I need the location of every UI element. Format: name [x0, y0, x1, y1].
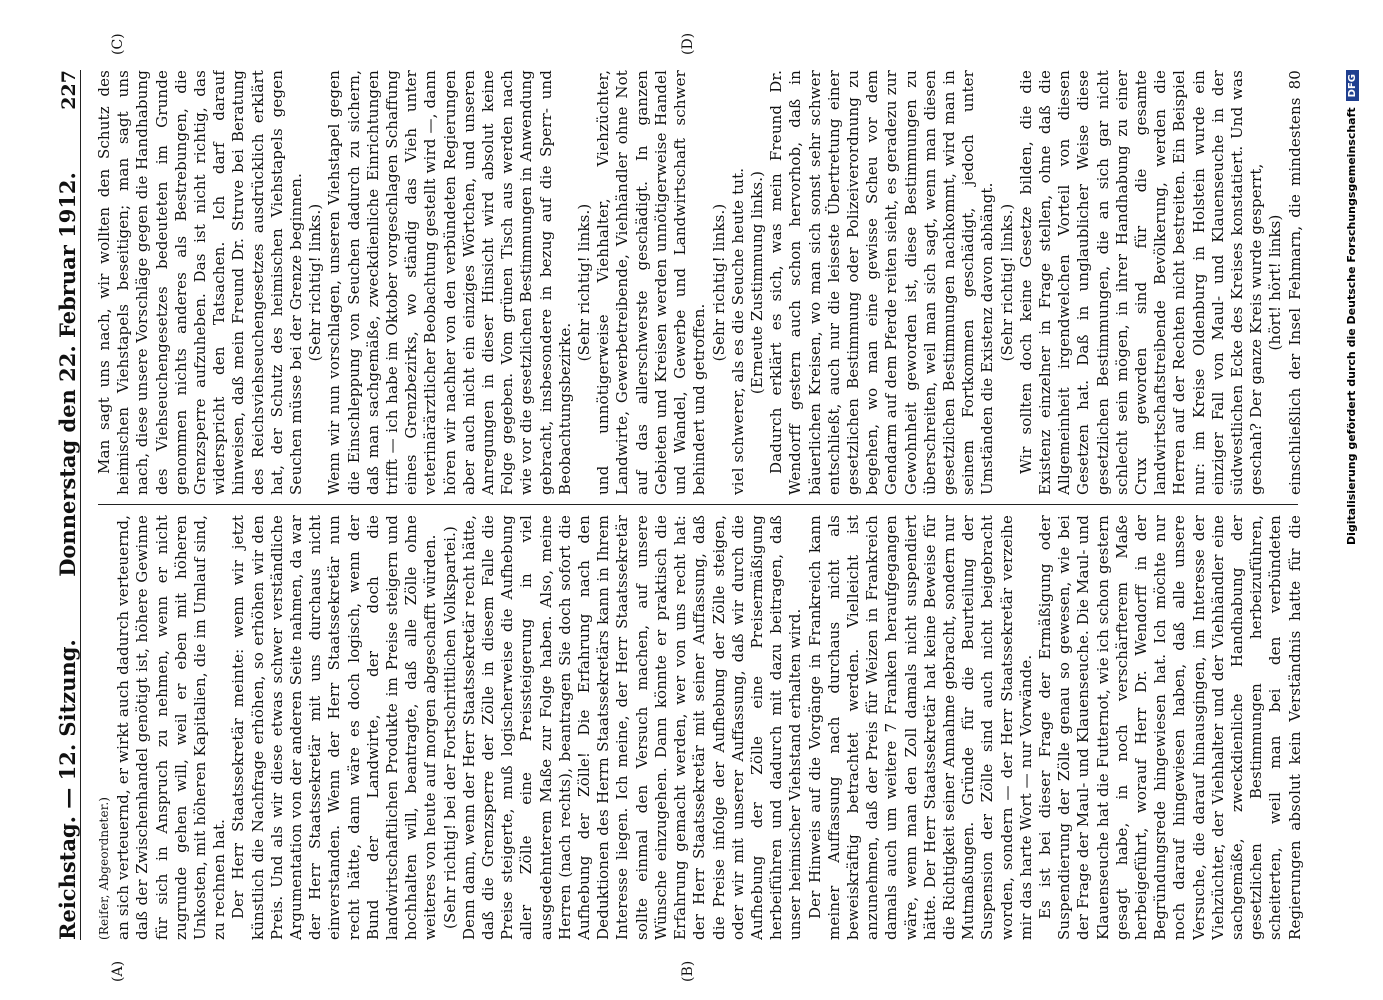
- paragraph: Es ist bei dieser Frage der Ermäßigung oder Suspendierung der Zölle genau so gewesen, wie bei der Frage der Maul- und Klauenseuche. Die Maul- und Klauenseuche hat die Futternot, wie ich schon gestern gesagt habe, in noch verschärfterem Maße herbeigeführt, worauf Herr Dr. Wendorff in der Begründungsrede hingewiesen hat. Ich möchte nur noch darauf hingewiesen haben, daß alle unsere Versuche, die darauf hinausgingen, im Interesse der Viehzüchter, der Viehhalter und der Viehhändler eine sachgemäße, zweckdienliche Handhabung der gesetzlichen Bestimmungen herbeizuführen, scheiterten, weil man bei den verbündeten Regierungen absolut kein Verständnis hatte für die: [1035, 515, 1304, 940]
- digitization-credit: [1345, 70, 1359, 940]
- paragraph: Man sagt uns nach, wir wollten den Schutz des heimischen Viehstapels beseitigen; man sagt uns nach, diese unsere Vorschläge gegen die Handhabung des Viehseuchengesetzes bedeuteten im Grunde genommen nichts anderes als Bestrebungen, die Grenzsperre aufzuheben. Das ist nicht richtig, das widerspricht den Tatsachen. Ich darf darauf hinweisen, daß mein Freund Dr. Struve bei Beratung des Reichsviehseuchengesetzes ausdrücklich erklärt hat, der Schutz des heimischen Viehstapels gegen Seuchen müsse bei der Grenze beginnen.: [95, 70, 306, 495]
- paragraph: Wenn wir nun vorschlagen, unseren Viehstapel gegen die Einschleppung von Seuchen dadurch zu sichern, daß man sachgemäße, zweckdienliche Einrichtungen trifft — ich habe im Oktober vorgeschlagen Schaffung eines Grenzbezirks, wo ständig das Vieh unter veterinärärztlicher Beobachtung gestellt wird —, dann hören wir nachher von den verbündeten Regierungen aber auch nicht ein einziges Wörtchen, und unseren Anregungen in dieser Hinsicht wird absolut keine Folge gegeben. Vom grünen Tisch aus werden nach wie vor die gesetzlichen Bestimmungen in Anwendung gebracht, insbesondere in bezug auf die Sperr- und Beobachtungsbezirke.: [325, 70, 574, 495]
- dfg-logo: DFG: [1346, 70, 1359, 101]
- running-head: [40, 70, 81, 940]
- interjection: (Sehr richtig! links.): [709, 203, 728, 362]
- paragraph: einschließlich der Insel Fehmarn, die mindestens 80: [1285, 70, 1304, 495]
- paragraph: Wir sollten doch keine Gesetze bilden, die die Existenz einzelner in Frage stellen, ohne daß die Allgemeinheit irgendwelchen Vorteil von diesen Gesetzen hat. Daß in unglaublicher Weise diese gesetzlichen Bestimmungen, die an sich gar nicht schlecht sein mögen, in ihrer Handhabung zu einer Crux geworden sind für die gesamte landwirtschaftstreibende Bevölkerung, werden die Herren auf der Rechten nicht bestreiten. Ein Beispiel nur: im Kreise Oldenburg in Holstein wurde ein einziger Fall von Maul- und Klauenseuche in der südwestlichen Ecke des Kreises konstatiert. Und was geschah? Der ganze Kreis wurde gesperrt,: [1016, 70, 1266, 495]
- interjection: (hört! hört! links): [1266, 214, 1285, 351]
- margin-mark-a: (A): [110, 960, 126, 982]
- paragraph: Denn dann, wenn der Herr Staatssekretär recht hätte, daß die Grenzsperre der Zölle in diesem Falle die Preise steigerte, muß logischerweise die Aufhebung aller Zölle eine Preissteigerung in viel ausgedehnterem Maße zur Folge haben. Also, meine Herren (nach rechts), beantragen Sie doch sofort die Aufhebung der Zölle! Die Erfahrung nach den Deduktionen des Herrn Staatssekretärs kann in Ihrem Interesse liegen. Ich meine, der Herr Staatssekretär sollte einmal den Versuch machen, auf unsere Wünsche einzugehen. Dann könnte er praktisch die Erfahrung gemacht werden, wer von uns recht hat: der Herr Staatssekretär mit seiner Auffassung, daß die Preise infolge der Aufhebung der Zölle steigen, oder wir mit unserer Auffassung, daß wir durch die Aufhebung der Zölle eine Preisermäßigung herbeiführen und dadurch mit dazu beitragen, daß unser heimischer Viehstand erhalten wird.: [459, 515, 805, 940]
- interjection: (Sehr richtig! bei der Fortschrittlichen Volkspartei.): [440, 525, 459, 930]
- paragraph: viel schwerer, als es die Seuche heute tut.: [728, 167, 747, 495]
- interjection: (Erneute Zustimmung links.): [747, 170, 766, 395]
- margin-mark-b: (B): [680, 960, 696, 982]
- right-column: [95, 70, 1305, 495]
- interjection: (Sehr richtig! links.): [997, 203, 1016, 362]
- interjection: (Sehr richtig! links.): [306, 203, 325, 362]
- page-number: 227: [58, 70, 80, 110]
- paragraph: Dadurch erklärt es sich, was mein Freund Dr. Wendorff gestern auch schon hervorhob, daß in bäuerlichen Kreisen, wo man sich sonst sehr schwer entschließt, auch nur die leiseste Übertretung einer gesetzlichen Bestimmung oder Polizeiverordnung zu begehen, wo man eine gewisse Scheu vor dem Gendarm auf dem Pferde reiten sieht, es geradezu zur Gewohnheit geworden ist, diese Bestimmungen zu überschreiten, weil man sich sagt, wenn man diesen gesetzlichen Bestimmungen nachkommt, wird man in seinem Fortkommen geschädigt, jedoch unter Umständen die Existenz davon abhängt.: [767, 70, 997, 495]
- paragraph: Der Herr Staatssekretär meinte: wenn wir jetzt künstlich die Nachfrage erhöhen, so erhöhen wir den Preis. Und als wir diese etwas schwer verständliche Argumentation von der anderen Seite nahmen, da war der Herr Staatssekretär mit uns durchaus nicht einverstanden. Wenn der Herr Staatssekretär nun recht hätte, dann wäre es doch logisch, wenn der Bund der Landwirte, der doch die landwirtschaftlichen Produkte im Preise steigern und hochhalten will, beantragte, daß alle Zölle ohne weiteres von heute auf morgen abgeschafft würden.: [229, 515, 440, 940]
- paragraph: Der Hinweis auf die Vorgänge in Frankreich kann meiner Auffassung nach durchaus nicht als beweiskräftig betrachtet werden. Vielleicht ist anzunehmen, daß der Preis für Weizen in Frankreich damals auch um weitere 7 Franken heraufgegangen wäre, wenn man den Zoll damals nicht suspendiert hätte. Der Herr Staatssekretär hat keine Beweise für die Richtigkeit seiner Annahme gebracht, sondern nur Mutmaßungen. Gründe für die Beurteilung der Suspension der Zölle sind auch nicht beigebracht worden, sondern — der Herr Staatssekretär verzeihe mir das harte Wort — nur Vorwände.: [805, 515, 1035, 940]
- header-left: Reichstag. — 12. Sitzung.: [55, 639, 80, 940]
- paragraph: an sich verteuernd, er wirkt auch dadurch verteuernd, daß der Zwischenhandel genötigt ist, höhere Gewinne für sich in Anspruch zu nehmen, wenn er nicht zugrunde gehen will, weil er eben mit höheren Unkosten, mit höheren Kapitalien, die im Umlauf sind, zu rechnen hat.: [114, 515, 229, 940]
- margin-mark-c: (C): [110, 33, 126, 55]
- paragraph: und unnötigerweise Viehhalter, Viehzüchter, Landwirte, Gewerbetreibende, Viehhändler ohne Not auf das allerschwerste geschädigt. In ganzen Gebieten und Kreisen werden unnötigerweise Handel und Wandel, Gewerbe und Landwirtschaft schwer behindert und getroffen.: [594, 70, 709, 495]
- margin-mark-d: (D): [680, 32, 696, 55]
- left-column: [95, 515, 1305, 940]
- interjection: (Sehr richtig! links.): [575, 203, 594, 362]
- header-center: Donnerstag den 22. Februar 1912.: [55, 172, 80, 577]
- speaker-label: (Reifer, Abgeordneter.): [97, 796, 111, 940]
- text-columns: [95, 70, 1305, 940]
- credit-text: Digitalisierung gefördert durch die Deutsche Forschungsgemeinschaft: [1345, 107, 1358, 546]
